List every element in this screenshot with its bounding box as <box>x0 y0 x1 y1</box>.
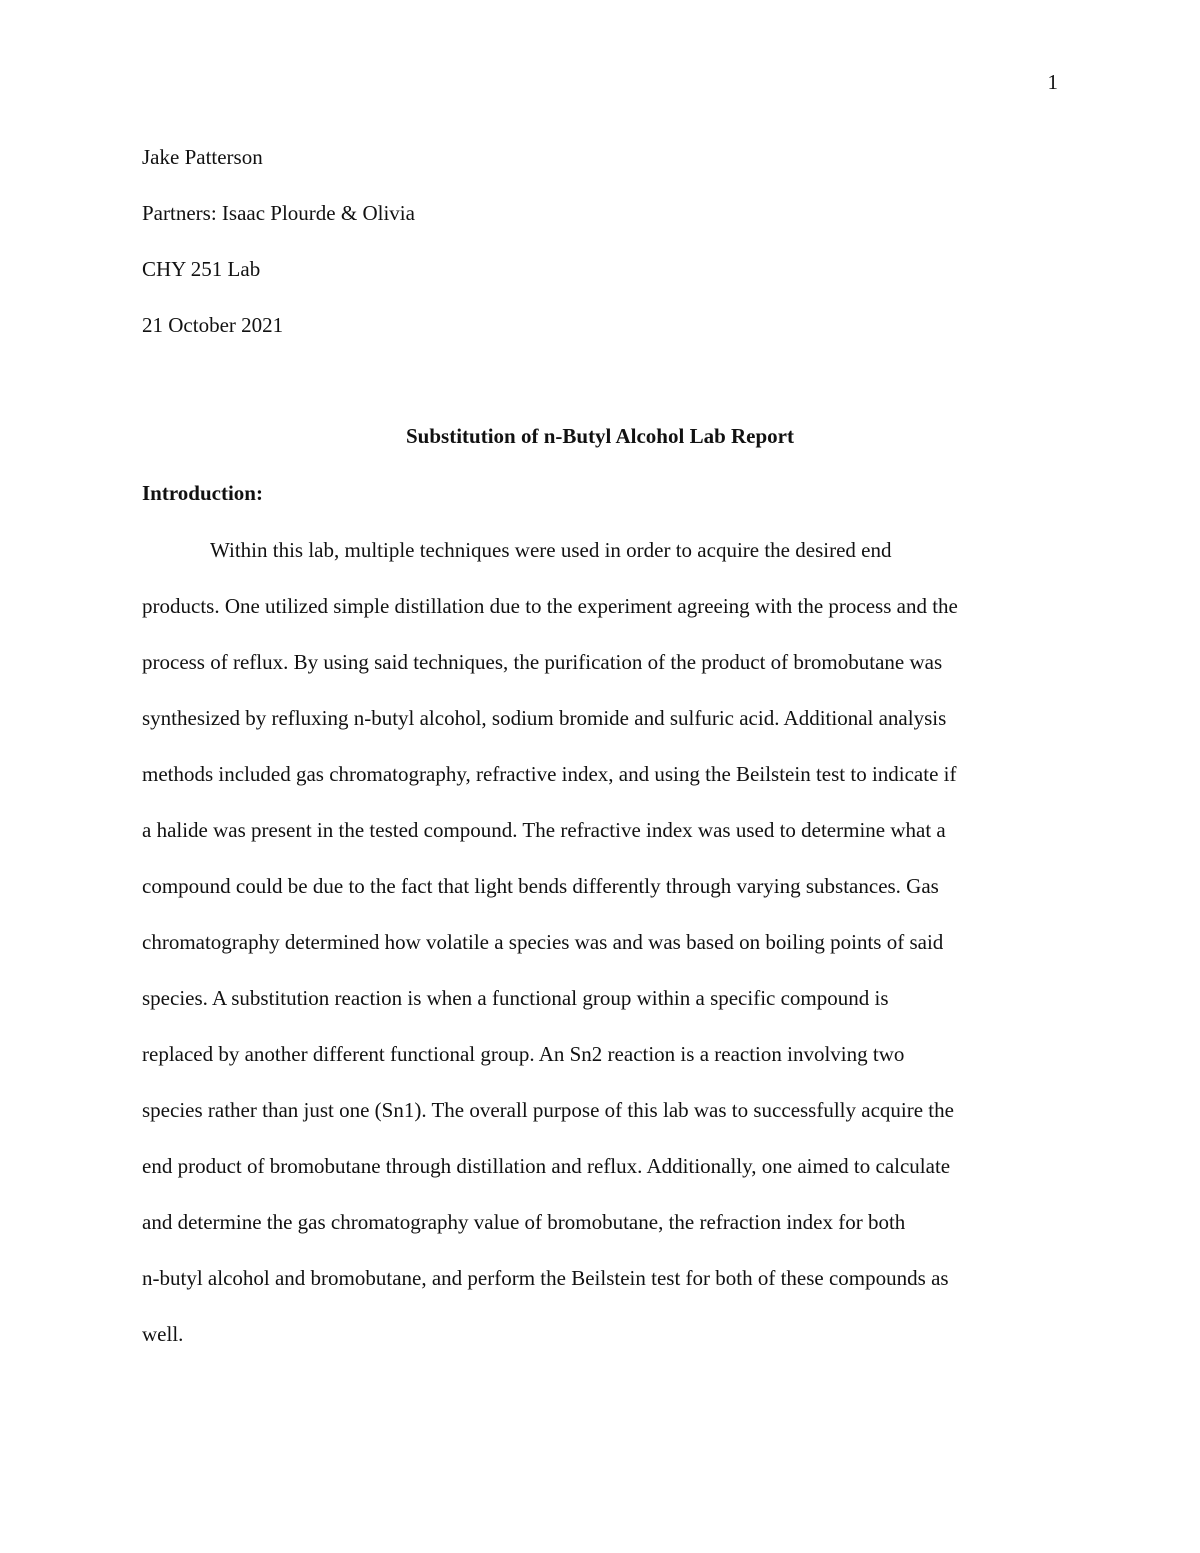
paragraph-line: a halide was present in the tested compound. The refractive index was used to determine what a <box>142 818 946 842</box>
paragraph-line: methods included gas chromatography, refractive index, and using the Beilstein test to indicate if <box>142 762 957 786</box>
partners-line: Partners: Isaac Plourde & Olivia <box>142 201 415 225</box>
introduction-paragraph <box>142 536 1058 1376</box>
page-number: 1 <box>1047 70 1058 94</box>
header-block <box>142 143 415 367</box>
paragraph-line: products. One utilized simple distillation due to the experiment agreeing with the process and the <box>142 594 958 618</box>
date-line: 21 October 2021 <box>142 313 284 337</box>
paragraph-line: species. A substitution reaction is when a functional group within a specific compound is <box>142 986 889 1010</box>
paragraph-line: and determine the gas chromatography value of bromobutane, the refraction index for both <box>142 1210 906 1234</box>
paragraph-line: compound could be due to the fact that light bends differently through varying substances. Gas <box>142 874 939 898</box>
paragraph-line: end product of bromobutane through distillation and reflux. Additionally, one aimed to calculate <box>142 1154 951 1178</box>
paragraph-line: chromatography determined how volatile a species was and was based on boiling points of said <box>142 930 944 954</box>
introduction-heading: Introduction: <box>142 481 263 505</box>
paragraph-line: n-butyl alcohol and bromobutane, and perform the Beilstein test for both of these compounds as <box>142 1266 949 1290</box>
paragraph-line: process of reflux. By using said techniques, the purification of the product of bromobutane was <box>142 650 943 674</box>
paragraph-line: species rather than just one (Sn1). The overall purpose of this lab was to successfully acquire the <box>142 1098 954 1122</box>
paragraph-line: well. <box>142 1322 184 1346</box>
paragraph-line: replaced by another different functional group. An Sn2 reaction is a reaction involving two <box>142 1042 905 1066</box>
author-name: Jake Patterson <box>142 145 263 169</box>
paragraph-line: Within this lab, multiple techniques were used in order to acquire the desired end <box>210 538 892 562</box>
course-line: CHY 251 Lab <box>142 257 261 281</box>
paragraph-line: synthesized by refluxing n-butyl alcohol, sodium bromide and sulfuric acid. Additional analysis <box>142 706 947 730</box>
report-title: Substitution of n-Butyl Alcohol Lab Report <box>406 424 794 448</box>
